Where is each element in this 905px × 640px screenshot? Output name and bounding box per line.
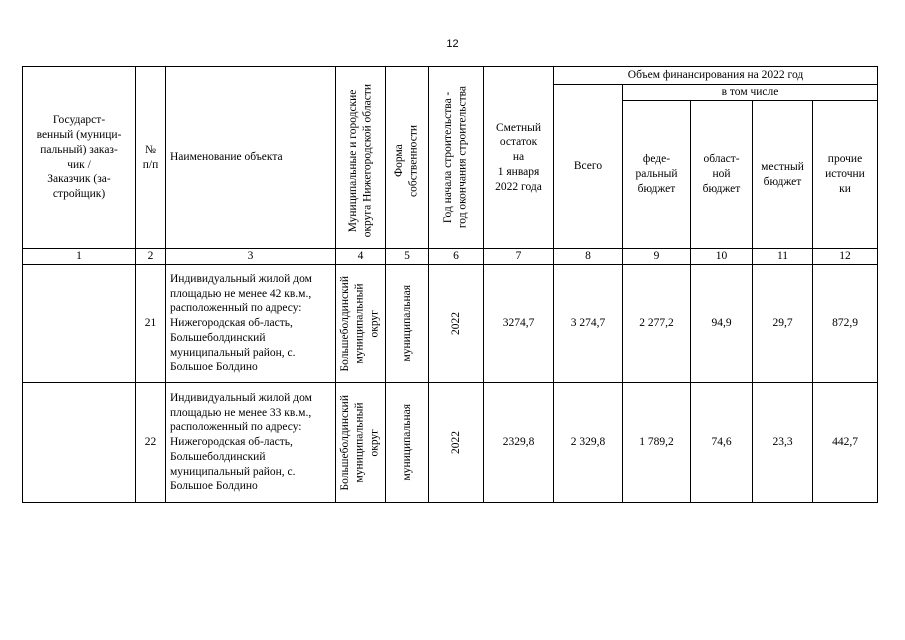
header-remaining: Сметный остаток на 1 января 2022 года: [484, 67, 554, 249]
page-number: 12: [446, 38, 459, 50]
header-funding-volume: Объем финансирования на 2022 год: [554, 67, 878, 85]
row-total: 2 329,8: [554, 383, 623, 503]
header-num: № п/п: [136, 67, 166, 249]
row-regional: 74,6: [691, 383, 753, 503]
row-other: 442,7: [813, 383, 878, 503]
row-federal: 1 789,2: [623, 383, 691, 503]
table-row: [23, 383, 878, 503]
row-local: 23,3: [753, 383, 813, 503]
row-local: 29,7: [753, 265, 813, 383]
header-ownership: Форма собственности: [386, 67, 429, 249]
row-federal: 2 277,2: [623, 265, 691, 383]
row-regional: 94,9: [691, 265, 753, 383]
row-other: 872,9: [813, 265, 878, 383]
col-num-9: 9: [623, 249, 691, 265]
col-num-2: 2: [136, 249, 166, 265]
header-local: местный бюджет: [753, 101, 813, 249]
row-municipality: Большеболдинский муниципальный округ: [336, 265, 386, 383]
col-num-4: 4: [336, 249, 386, 265]
col-num-3: 3: [166, 249, 336, 265]
row-ownership: муниципальная: [386, 265, 429, 383]
row-object-name: Индивидуальный жилой дом площадью не менее 33 кв.м., расположенный по адресу: Нижегородская об-ласть, Большеболдинский муниципальный район, с. Большое Болдино: [166, 383, 336, 503]
col-num-12: 12: [813, 249, 878, 265]
financing-table: [22, 66, 878, 503]
row-year: 2022: [429, 383, 484, 503]
header-regional: област- ной бюджет: [691, 101, 753, 249]
col-num-11: 11: [753, 249, 813, 265]
header-years: Год начала строительства - год окончания строительства: [429, 67, 484, 249]
header-other: прочие источни ки: [813, 101, 878, 249]
header-customer: Государст- венный (муници- пальный) заказ- чик / Заказчик (за- стройщик): [23, 67, 136, 249]
col-num-5: 5: [386, 249, 429, 265]
col-num-1: 1: [23, 249, 136, 265]
row-object-name: Индивидуальный жилой дом площадью не менее 42 кв.м., расположенный по адресу: Нижегородская об-ласть, Большеболдинский муниципальный район, с. Большое Болдино: [166, 265, 336, 383]
row-ownership: муниципальная: [386, 383, 429, 503]
row-municipality: Большеболдинский муниципальный округ: [336, 383, 386, 503]
col-num-6: 6: [429, 249, 484, 265]
col-num-10: 10: [691, 249, 753, 265]
row-num: 21: [136, 265, 166, 383]
row-year: 2022: [429, 265, 484, 383]
header-including: в том числе: [623, 85, 878, 101]
row-customer: [23, 383, 136, 503]
row-total: 3 274,7: [554, 265, 623, 383]
row-num: 22: [136, 383, 166, 503]
table-row: [23, 265, 878, 383]
header-total: Всего: [554, 85, 623, 249]
header-municipality: Муниципальные и городские округа Нижегородской области: [336, 67, 386, 249]
header-federal: феде- ральный бюджет: [623, 101, 691, 249]
row-customer: [23, 265, 136, 383]
col-num-7: 7: [484, 249, 554, 265]
row-remaining: 3274,7: [484, 265, 554, 383]
col-num-8: 8: [554, 249, 623, 265]
header-row-1: [23, 67, 878, 85]
row-remaining: 2329,8: [484, 383, 554, 503]
column-number-row: [23, 249, 878, 265]
header-object-name: Наименование объекта: [166, 67, 336, 249]
